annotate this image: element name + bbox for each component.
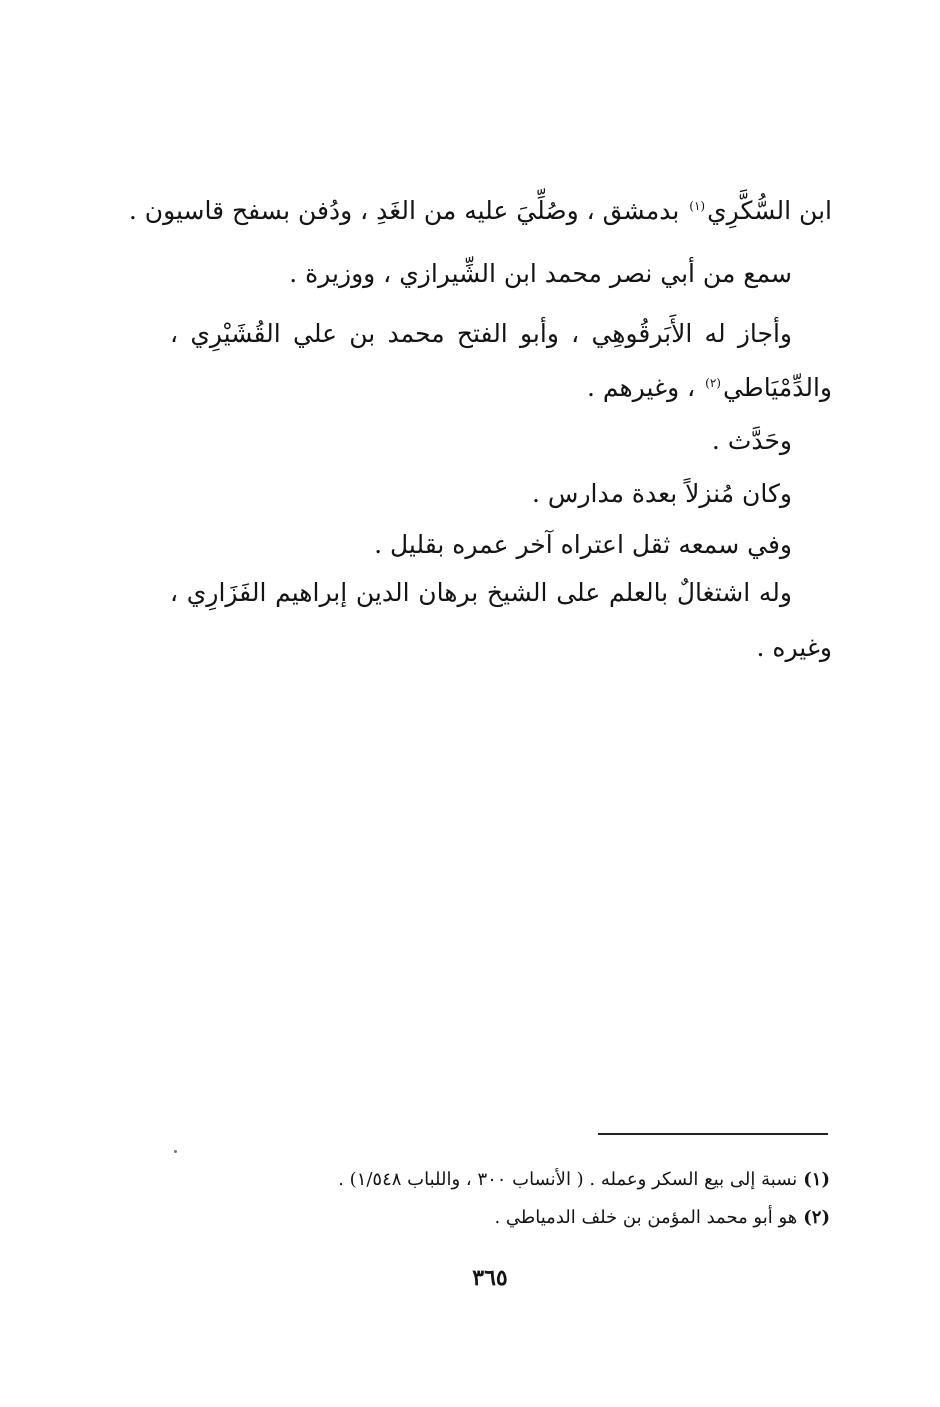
body-line-1-end: بدمشق ، وصُلِّيَ عليه من الغَدِ ، ودُفن بسفح قاسيون . <box>128 196 688 225</box>
footnote-2-number: (٢) <box>803 1207 830 1228</box>
footnote-1-number: (١) <box>803 1169 830 1190</box>
body-line-4-end: ، وغيرهم . <box>586 373 704 402</box>
body-line-9: وغيره . <box>756 633 832 662</box>
body-line-1 <box>128 191 832 231</box>
body-line-2: سمع من أبي نصر محمد ابن الشِّيرازي ، ووزيرة . <box>289 259 792 288</box>
footnote-1 <box>338 1166 830 1194</box>
body-line-5: وحَدَّث . <box>711 426 792 455</box>
body-line-4-start: والدِّمْيَاطي <box>722 373 832 402</box>
page-number: ٣٦٥ <box>472 1265 508 1291</box>
body-line-3: وأجاز له الأَبَرقُوهِي ، وأبو الفتح محمد بن علي القُشَيْرِي ، <box>170 319 792 348</box>
footnote-1-text: نسبة إلى بيع السكر وعمله . ( الأنساب ٣٠٠ ، واللباب ١/٥٤٨) . <box>338 1169 798 1190</box>
body-line-1-start: ابن السُّكَّرِي <box>707 196 832 225</box>
body-line-7: وفي سمعه ثقل اعتراه آخر عمره بقليل . <box>374 530 792 559</box>
body-line-4 <box>587 368 832 408</box>
body-line-6: وكان مُنزلاً بعدة مدارس . <box>532 479 792 508</box>
footnote-separator <box>598 1133 828 1135</box>
footnote-2 <box>494 1204 830 1232</box>
body-line-8: وله اشتغالٌ بالعلم على الشيخ برهان الدين إبراهيم الفَزَارِي ، <box>170 578 792 607</box>
footnote-ref-2: (٢) <box>705 375 721 390</box>
footnote-ref-1: (١) <box>689 198 706 213</box>
footnote-2-text: هو أبو محمد المؤمن بن خلف الدمياطي . <box>494 1207 798 1228</box>
scan-speck <box>174 1150 177 1153</box>
